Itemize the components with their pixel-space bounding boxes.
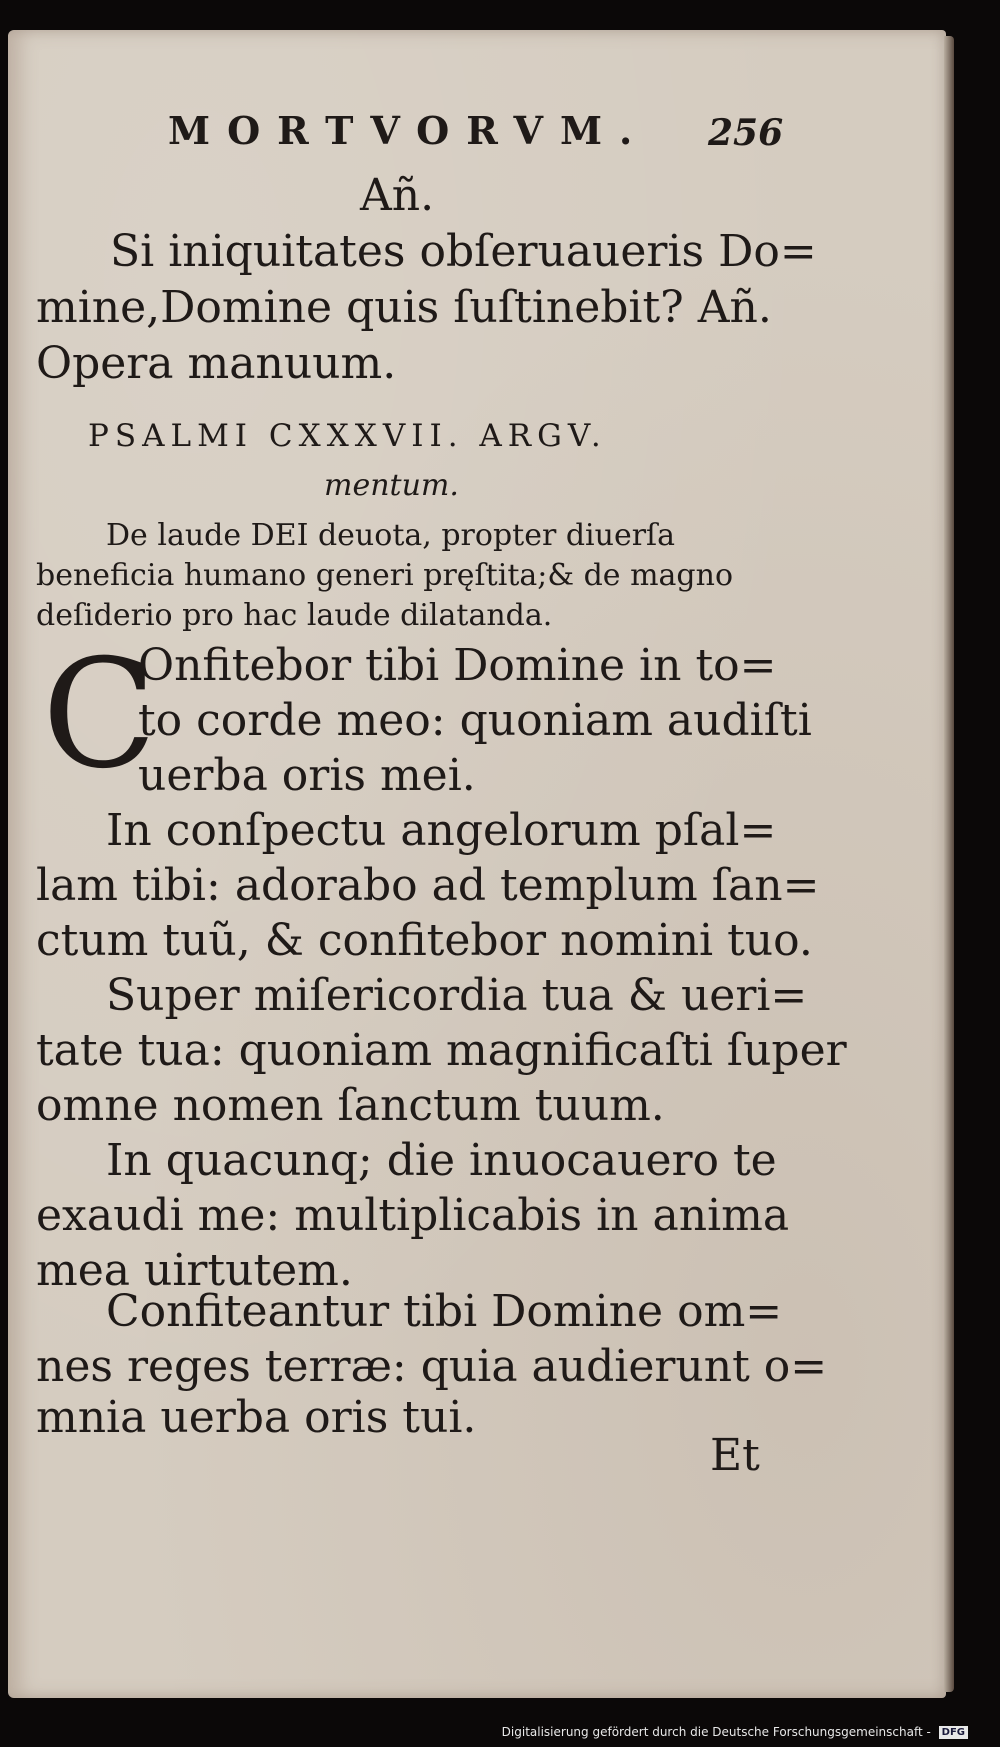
intro-line: Si iniquitates obſeruaueris Do= xyxy=(110,226,817,277)
psalm-line: Onfitebor tibi Domine in to= xyxy=(138,640,777,691)
psalm-line: Super miſericordia tua & ueri= xyxy=(106,970,808,1021)
digitization-credit-text: Digitalisierung gefördert durch die Deutsche Forschungsgemeinschaft - xyxy=(501,1725,931,1739)
psalm-line: tate tua: quoniam magnificaſti ſuper xyxy=(36,1025,847,1076)
page-number: 256 xyxy=(708,112,784,154)
argument-line: De laude DEI deuota, propter diuerſa xyxy=(106,518,676,553)
digitization-credit xyxy=(502,1725,968,1739)
argument-line: deſiderio pro hac laude dilatanda. xyxy=(36,598,553,633)
psalm-line: mnia uerba oris tui. xyxy=(36,1392,477,1443)
psalm-line: exaudi me: multiplicabis in anima xyxy=(36,1190,790,1241)
intro-line: mine,Domine quis ſuſtinebit? Añ. xyxy=(36,282,772,333)
dfg-logo: DFG xyxy=(939,1726,968,1739)
intro-line: Añ. xyxy=(360,170,435,221)
catchword: Et xyxy=(710,1430,760,1481)
psalm-line: In conſpectu angelorum pſal= xyxy=(106,805,777,856)
book-page xyxy=(8,30,946,1698)
psalm-heading-continued: mentum. xyxy=(324,468,459,503)
psalm-line: mea uirtutem. xyxy=(36,1245,353,1296)
psalm-line: In quacunq; die inuocauero te xyxy=(106,1135,777,1186)
intro-line: Opera manuum. xyxy=(36,338,397,389)
psalm-line: ctum tuũ, & confitebor nomini tuo. xyxy=(36,915,813,966)
argument-line: beneficia humano generi pręſtita;& de magno xyxy=(36,558,734,593)
psalm-line: nes reges terræ: quia audierunt o= xyxy=(36,1341,828,1392)
psalm-line: to corde meo: quoniam audiſti xyxy=(138,695,812,746)
page-edge xyxy=(944,36,954,1692)
drop-cap: C xyxy=(42,628,157,802)
psalm-heading: PSALMI CXXXVII. ARGV. xyxy=(88,418,607,454)
psalm-line: Confiteantur tibi Domine om= xyxy=(106,1286,783,1337)
psalm-line: lam tibi: adorabo ad templum ſan= xyxy=(36,860,820,911)
running-head: MORTVORVM. xyxy=(168,108,650,153)
psalm-line: uerba oris mei. xyxy=(138,750,476,801)
psalm-line: omne nomen ſanctum tuum. xyxy=(36,1080,665,1131)
